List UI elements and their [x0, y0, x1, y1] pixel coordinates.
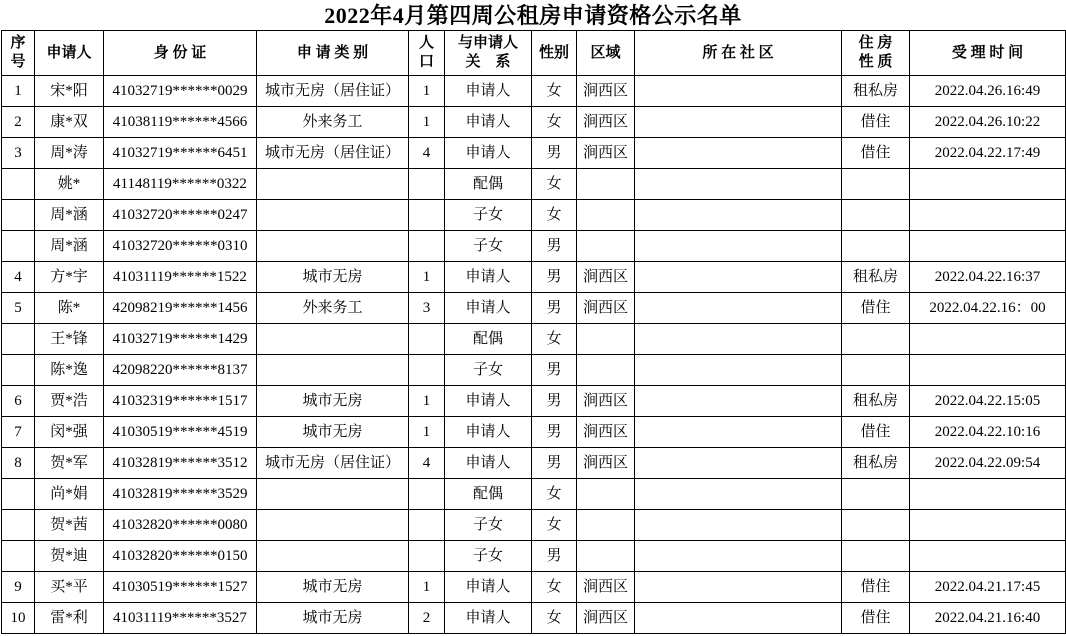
cell-applicant: 雷*利: [35, 603, 104, 634]
cell-population: 1: [409, 386, 445, 417]
cell-gender: 女: [532, 324, 577, 355]
cell-region: [577, 541, 635, 572]
col-header-relation: [445, 31, 532, 76]
cell-id-card: 41038119******4566: [104, 107, 257, 138]
table-row: [2, 324, 1066, 355]
cell-population: [409, 169, 445, 200]
cell-community: [635, 572, 842, 603]
cell-applicant: 尚*娟: [35, 479, 104, 510]
cell-gender: 女: [532, 107, 577, 138]
col-header-housing-line: 性 质: [858, 54, 893, 70]
cell-seq: [2, 510, 35, 541]
cell-accept-time: 2022.04.22.09:54: [910, 448, 1066, 479]
cell-population: 3: [409, 293, 445, 324]
cell-relation: 配偶: [445, 324, 532, 355]
cell-relation: 申请人: [445, 572, 532, 603]
cell-housing: 借住: [842, 107, 910, 138]
cell-category: [257, 479, 409, 510]
cell-seq: [2, 355, 35, 386]
cell-relation: 子女: [445, 200, 532, 231]
table-row: [2, 76, 1066, 107]
cell-id-card: 41032819******3512: [104, 448, 257, 479]
col-header-seq-line: 号: [10, 54, 26, 70]
cell-gender: 男: [532, 355, 577, 386]
cell-community: [635, 355, 842, 386]
cell-gender: 女: [532, 76, 577, 107]
cell-category: [257, 231, 409, 262]
cell-applicant: 王*锋: [35, 324, 104, 355]
cell-id-card: 41032819******3529: [104, 479, 257, 510]
cell-id-card: 41030519******1527: [104, 572, 257, 603]
cell-applicant: 买*平: [35, 572, 104, 603]
cell-community: [635, 262, 842, 293]
cell-gender: 男: [532, 138, 577, 169]
cell-id-card: 41032820******0150: [104, 541, 257, 572]
cell-community: [635, 231, 842, 262]
cell-accept-time: [910, 479, 1066, 510]
cell-accept-time: 2022.04.22.10:16: [910, 417, 1066, 448]
cell-population: [409, 541, 445, 572]
cell-region: 涧西区: [577, 448, 635, 479]
table-row: [2, 262, 1066, 293]
cell-community: [635, 138, 842, 169]
cell-relation: 子女: [445, 231, 532, 262]
cell-category: 外来务工: [257, 107, 409, 138]
table-row: [2, 386, 1066, 417]
cell-applicant: 陈*: [35, 293, 104, 324]
cell-seq: 8: [2, 448, 35, 479]
cell-gender: 男: [532, 417, 577, 448]
cell-region: [577, 200, 635, 231]
cell-seq: 4: [2, 262, 35, 293]
cell-accept-time: [910, 541, 1066, 572]
cell-seq: 2: [2, 107, 35, 138]
cell-community: [635, 479, 842, 510]
cell-category: 城市无房（居住证）: [257, 138, 409, 169]
cell-relation: 子女: [445, 355, 532, 386]
cell-category: [257, 355, 409, 386]
cell-id-card: 41032719******1429: [104, 324, 257, 355]
cell-housing: [842, 169, 910, 200]
cell-accept-time: 2022.04.22.16:37: [910, 262, 1066, 293]
col-header-housing: [842, 31, 910, 76]
cell-region: [577, 169, 635, 200]
cell-region: 涧西区: [577, 138, 635, 169]
cell-community: [635, 541, 842, 572]
cell-population: [409, 355, 445, 386]
cell-gender: 男: [532, 293, 577, 324]
cell-category: 城市无房（居住证）: [257, 448, 409, 479]
col-header-population-line: 人: [418, 35, 434, 51]
col-header-population: [409, 31, 445, 76]
cell-accept-time: [910, 169, 1066, 200]
cell-population: 2: [409, 603, 445, 634]
cell-population: 1: [409, 76, 445, 107]
cell-region: [577, 510, 635, 541]
cell-housing: 租私房: [842, 262, 910, 293]
cell-housing: [842, 541, 910, 572]
cell-applicant: 康*双: [35, 107, 104, 138]
cell-gender: 女: [532, 572, 577, 603]
cell-region: 涧西区: [577, 262, 635, 293]
cell-applicant: 方*宇: [35, 262, 104, 293]
cell-relation: 申请人: [445, 448, 532, 479]
table-row: [2, 231, 1066, 262]
cell-gender: 女: [532, 479, 577, 510]
cell-relation: 申请人: [445, 262, 532, 293]
cell-applicant: 贺*茜: [35, 510, 104, 541]
table-row: [2, 355, 1066, 386]
col-header-gender: [532, 31, 577, 76]
cell-housing: [842, 355, 910, 386]
cell-region: 涧西区: [577, 107, 635, 138]
cell-relation: 申请人: [445, 603, 532, 634]
cell-applicant: 陈*逸: [35, 355, 104, 386]
cell-region: [577, 355, 635, 386]
table-row: [2, 448, 1066, 479]
cell-seq: [2, 541, 35, 572]
cell-seq: 3: [2, 138, 35, 169]
cell-region: [577, 324, 635, 355]
cell-seq: 1: [2, 76, 35, 107]
cell-seq: 5: [2, 293, 35, 324]
cell-category: 外来务工: [257, 293, 409, 324]
cell-seq: 10: [2, 603, 35, 634]
cell-category: [257, 200, 409, 231]
cell-applicant: 闵*强: [35, 417, 104, 448]
cell-seq: [2, 200, 35, 231]
col-header-seq: [2, 31, 35, 76]
cell-accept-time: 2022.04.22.15:05: [910, 386, 1066, 417]
cell-community: [635, 448, 842, 479]
col-header-region: [577, 31, 635, 76]
cell-accept-time: [910, 324, 1066, 355]
cell-population: 4: [409, 138, 445, 169]
cell-relation: 申请人: [445, 76, 532, 107]
cell-applicant: 宋*阳: [35, 76, 104, 107]
cell-population: 4: [409, 448, 445, 479]
cell-relation: 子女: [445, 541, 532, 572]
cell-housing: 借住: [842, 293, 910, 324]
cell-id-card: 42098219******1456: [104, 293, 257, 324]
cell-housing: 借住: [842, 603, 910, 634]
cell-seq: [2, 169, 35, 200]
cell-region: [577, 231, 635, 262]
cell-accept-time: 2022.04.22.17:49: [910, 138, 1066, 169]
cell-region: 涧西区: [577, 76, 635, 107]
cell-applicant: 贺*军: [35, 448, 104, 479]
cell-applicant: 贺*迪: [35, 541, 104, 572]
cell-community: [635, 169, 842, 200]
col-header-id-card: [104, 31, 257, 76]
col-header-id-card-line: 身 份 证: [153, 44, 207, 61]
table-row: [2, 138, 1066, 169]
col-header-accept-time: [910, 31, 1066, 76]
table-row: [2, 107, 1066, 138]
col-header-category: [257, 31, 409, 76]
cell-gender: 女: [532, 169, 577, 200]
cell-seq: [2, 324, 35, 355]
cell-accept-time: 2022.04.22.16：00: [910, 293, 1066, 324]
cell-housing: 借住: [842, 138, 910, 169]
cell-housing: 借住: [842, 417, 910, 448]
cell-gender: 男: [532, 541, 577, 572]
cell-category: 城市无房: [257, 572, 409, 603]
col-header-region-line: 区域: [590, 44, 621, 61]
table-row: [2, 293, 1066, 324]
page-title: 2022年4月第四周公租房申请资格公示名单: [324, 3, 742, 28]
cell-housing: 租私房: [842, 386, 910, 417]
cell-category: 城市无房: [257, 603, 409, 634]
col-header-community-line: 所 在 社 区: [702, 44, 774, 61]
table-row: [2, 200, 1066, 231]
cell-accept-time: 2022.04.21.16:40: [910, 603, 1066, 634]
table-row: [2, 510, 1066, 541]
cell-accept-time: [910, 200, 1066, 231]
cell-community: [635, 76, 842, 107]
table-row: [2, 541, 1066, 572]
table-row: [2, 169, 1066, 200]
col-header-applicant: [35, 31, 104, 76]
cell-population: 1: [409, 262, 445, 293]
cell-id-card: 41032319******1517: [104, 386, 257, 417]
cell-housing: 借住: [842, 572, 910, 603]
col-header-seq-line: 序: [10, 35, 26, 51]
cell-housing: [842, 510, 910, 541]
cell-category: 城市无房（居住证）: [257, 76, 409, 107]
cell-relation: 配偶: [445, 169, 532, 200]
cell-accept-time: 2022.04.26.10:22: [910, 107, 1066, 138]
table-row: [2, 417, 1066, 448]
cell-housing: 租私房: [842, 448, 910, 479]
cell-population: [409, 510, 445, 541]
cell-population: [409, 479, 445, 510]
cell-region: 涧西区: [577, 293, 635, 324]
cell-population: 1: [409, 572, 445, 603]
col-header-housing-line: 住 房: [858, 35, 893, 51]
cell-seq: [2, 231, 35, 262]
col-header-relation-line: 关 系: [465, 54, 511, 70]
cell-population: [409, 324, 445, 355]
table-row: [2, 479, 1066, 510]
col-header-accept-time-line: 受 理 时 间: [951, 44, 1024, 61]
cell-applicant: 周*涵: [35, 231, 104, 262]
cell-gender: 男: [532, 231, 577, 262]
col-header-applicant-line: 申请人: [46, 44, 92, 61]
cell-id-card: 41030519******4519: [104, 417, 257, 448]
cell-id-card: 42098220******8137: [104, 355, 257, 386]
cell-community: [635, 603, 842, 634]
cell-relation: 申请人: [445, 386, 532, 417]
cell-seq: 7: [2, 417, 35, 448]
cell-applicant: 周*涵: [35, 200, 104, 231]
cell-category: 城市无房: [257, 262, 409, 293]
cell-relation: 配偶: [445, 479, 532, 510]
cell-accept-time: 2022.04.21.17:45: [910, 572, 1066, 603]
cell-region: 涧西区: [577, 386, 635, 417]
cell-category: 城市无房: [257, 417, 409, 448]
cell-housing: [842, 231, 910, 262]
cell-housing: 租私房: [842, 76, 910, 107]
cell-gender: 女: [532, 510, 577, 541]
table-row: [2, 572, 1066, 603]
cell-accept-time: 2022.04.26.16:49: [910, 76, 1066, 107]
cell-housing: [842, 479, 910, 510]
cell-category: 城市无房: [257, 386, 409, 417]
cell-accept-time: [910, 510, 1066, 541]
cell-gender: 女: [532, 603, 577, 634]
cell-relation: 申请人: [445, 138, 532, 169]
col-header-population-line: 口: [418, 54, 434, 70]
cell-id-card: 41032720******0247: [104, 200, 257, 231]
cell-accept-time: [910, 355, 1066, 386]
cell-id-card: 41031119******3527: [104, 603, 257, 634]
cell-id-card: 41032719******6451: [104, 138, 257, 169]
cell-population: [409, 231, 445, 262]
cell-category: [257, 324, 409, 355]
cell-community: [635, 386, 842, 417]
cell-region: 涧西区: [577, 572, 635, 603]
applicants-table: [1, 30, 1066, 634]
cell-relation: 申请人: [445, 293, 532, 324]
cell-community: [635, 510, 842, 541]
cell-community: [635, 200, 842, 231]
cell-category: [257, 169, 409, 200]
cell-seq: 9: [2, 572, 35, 603]
cell-population: [409, 200, 445, 231]
cell-applicant: 周*涛: [35, 138, 104, 169]
cell-applicant: 姚*: [35, 169, 104, 200]
cell-community: [635, 107, 842, 138]
cell-region: 涧西区: [577, 417, 635, 448]
cell-gender: 男: [532, 448, 577, 479]
cell-applicant: 贾*浩: [35, 386, 104, 417]
cell-category: [257, 541, 409, 572]
cell-relation: 申请人: [445, 417, 532, 448]
col-header-relation-line: 与申请人: [457, 35, 518, 51]
cell-community: [635, 417, 842, 448]
cell-housing: [842, 200, 910, 231]
col-header-gender-line: 性别: [538, 44, 569, 61]
cell-relation: 子女: [445, 510, 532, 541]
cell-region: 涧西区: [577, 603, 635, 634]
cell-gender: 男: [532, 386, 577, 417]
cell-housing: [842, 324, 910, 355]
cell-community: [635, 293, 842, 324]
cell-id-card: 41032820******0080: [104, 510, 257, 541]
cell-id-card: 41032720******0310: [104, 231, 257, 262]
cell-population: 1: [409, 107, 445, 138]
table-row: [2, 603, 1066, 634]
cell-accept-time: [910, 231, 1066, 262]
cell-id-card: 41031119******1522: [104, 262, 257, 293]
cell-relation: 申请人: [445, 107, 532, 138]
cell-id-card: 41148119******0322: [104, 169, 257, 200]
cell-region: [577, 479, 635, 510]
cell-category: [257, 510, 409, 541]
cell-population: 1: [409, 417, 445, 448]
cell-id-card: 41032719******0029: [104, 76, 257, 107]
cell-seq: [2, 479, 35, 510]
cell-gender: 女: [532, 200, 577, 231]
col-header-community: [635, 31, 842, 76]
cell-seq: 6: [2, 386, 35, 417]
cell-gender: 男: [532, 262, 577, 293]
table-header-row: [2, 31, 1066, 76]
cell-community: [635, 324, 842, 355]
col-header-category-line: 申 请 类 别: [296, 44, 369, 61]
